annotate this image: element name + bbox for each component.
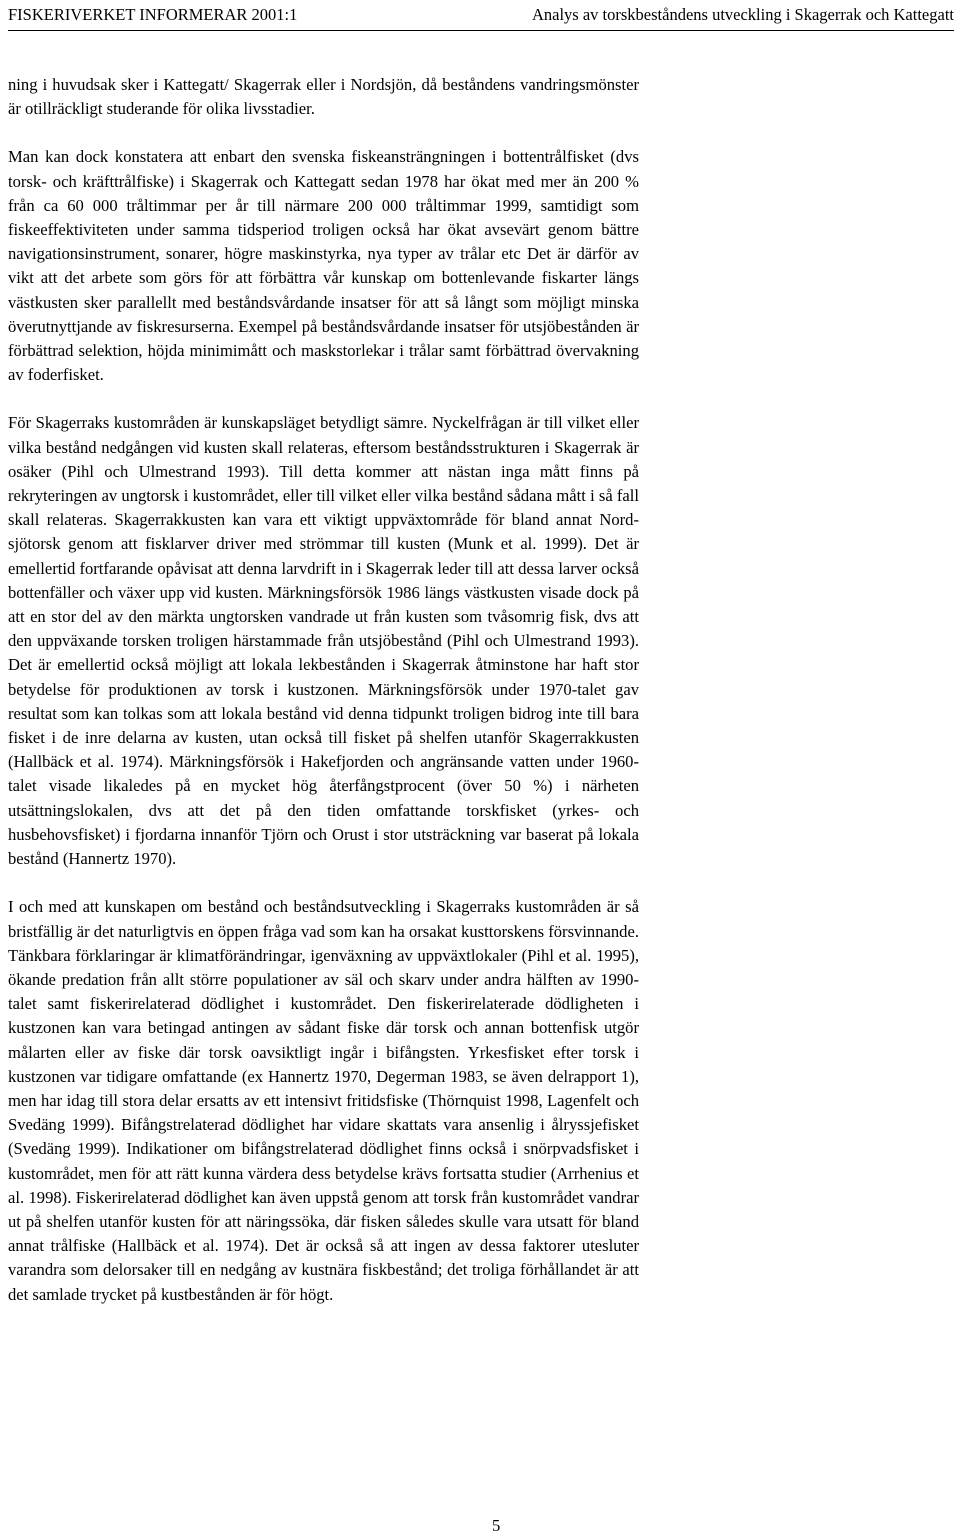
paragraph-1: ning i huvudsak sker i Kattegatt/ Skagerrak eller i Nordsjön, då beståndens vandringsmönster är otillräckligt studerande för olika livsstadier. [8,75,639,119]
header-title: Analys av torskbeståndens utveckling i Skagerrak och Kattegatt [531,5,954,24]
header-publication: FISKERIVERKET INFORMERAR 2001:1 [8,5,298,24]
body-text [8,73,639,1331]
page-number: 5 [492,1516,501,1535]
paragraph-3: För Skagerraks kustområden är kunskapsläget betydligt sämre. Nyckelfrågan är till vilket eller vilka bestånd nedgången vid kusten skall relateras, eftersom beståndsstrukturen i Skagerrak är osäker (Pihl och Ulmestrand 1993). Till detta kommer att nästan inga mått finns på rekryteringen av ungtorsk i kustområdet, eller till vilket eller vilka bestånd sådana mått i så fall skall relateras. Skagerrakkusten kan vara ett viktigt uppväxtområde för bland annat Nordsjötorsk genom att fisklarver driver med strömmar till kusten (Munk et al. 1999). Det är emellertid fortfarande opåvisat att denna larvdrift in i Skagerrak leder till att dessa larver också bottenfäller och växer upp vid kusten. Märkningsförsök 1986 längs västkusten visade dock på att en stor del av den märkta ungtorsken vandrade ut från kusten som tvåsomrig fisk, dvs att den uppväxande torsken troligen härstammade från utsjöbestånd (Pihl och Ulmestrand 1993). Det är emellertid också möjligt att lokala lekbestånden i Skagerrak åtminstone har haft stor betydelse för produktionen av torsk i kustzonen. Märkningsförsök under 1970-talet gav resultat som kan tolkas som att lokala bestånd vid denna tidpunkt troligen bidrog inte till bara fisket i de inre delarna av kusten, utan också till fisket på shelfen utanför Skagerrakkusten (Hallbäck et al. 1974). Märkningsförsök i Hakefjorden och angränsande vatten under 1960-talet visade likaledes på en mycket hög återfångstprocent (över 50 %) i närheten utsättningslokalen, dvs att det på den tiden omfattande torskfisket (yrkes- och husbehovsfisket) i fjordarna innanför Tjörn och Orust i stor utsträckning var baserat på lokala bestånd (Hannertz 1970). [8,413,639,869]
paragraph-4: I och med att kunskapen om bestånd och beståndsutveckling i Skagerraks kustområden är så bristfällig är det naturligtvis en öppen fråga vad som kan ha orsakat kusttorskens försvinnande. Tänkbara förklaringar är klimatförändringar, igenväxning av uppväxtlokaler (Pihl et al. 1995), ökande predation från allt större populationer av säl och skarv under andra hälften av 1990-talet samt fiskerirelaterad dödlighet i kustområdet. Den fiskerirelaterade dödligheten i kustzonen kan vara betingad antingen av sådant fiske där torsk och annan bottenfisk utgör målarten eller av fiske där torsk oavsiktligt ingår i bifångsten. Yrkesfisket efter torsk i kustzonen var tidigare omfattande (ex Hannertz 1970, Degerman 1983, se även delrapport 1), men har idag till stora delar ersatts av ett intensivt fritidsfiske (Thörnquist 1998, Lagenfelt och Svedäng 1999). Bifångstrelaterad dödlighet har vidare skattats vara ansenlig i ålryssjefisket (Svedäng 1999). Indikationer om bifångstrelaterad dödlighet finns också i snörpvadsfisket i kustområdet, men för att rätt kunna värdera dess betydelse krävs fortsatta studier (Arrhenius et al. 1998). Fiskerirelaterad dödlighet kan även uppstå genom att torsk från kustområdet vandrar ut på shelfen utanför kusten för att näringssöka, där fisken således skulle vara utsatt för bland annat trålfiske (Hallbäck et al. 1974). Det är också så att ingen av dessa faktorer utesluter varandra som delorsaker till en nedgång av kustnära fiskbestånd; det troliga förhållandet är att det samlade trycket på kustbestånden är för högt. [8,897,639,1304]
paragraph-2: Man kan dock konstatera att enbart den svenska fiskeansträngningen i bottentrålfisket (dvs torsk- och kräfttrålfiske) i Skagerrak och Kattegatt sedan 1978 har ökat med mer än 200 % från ca 60 000 tråltimmar per år till närmare 200 000 tråltimmar 1999, samtidigt som fiskeeffektiviteten under samma tidsperiod troligen också har ökat avsevärt genom bättre navigationsinstrument, sonarer, högre maskinstyrka, nya typer av trålar etc Det är därför av vikt att det arbete som görs för att förbättra vår kunskap om bottenlevande fiskarter längs västkusten sker parallellt med beståndsvårdande insatser för att så långt som möjligt minska överutnyttjande av fiskresurserna. Exempel på beståndsvårdande insatser för utsjöbestånden är förbättrad selektion, höjda minimimått och maskstorlekar i trålar samt förbättrad övervakning av foderfisket. [8,147,639,385]
page-header [8,0,954,31]
